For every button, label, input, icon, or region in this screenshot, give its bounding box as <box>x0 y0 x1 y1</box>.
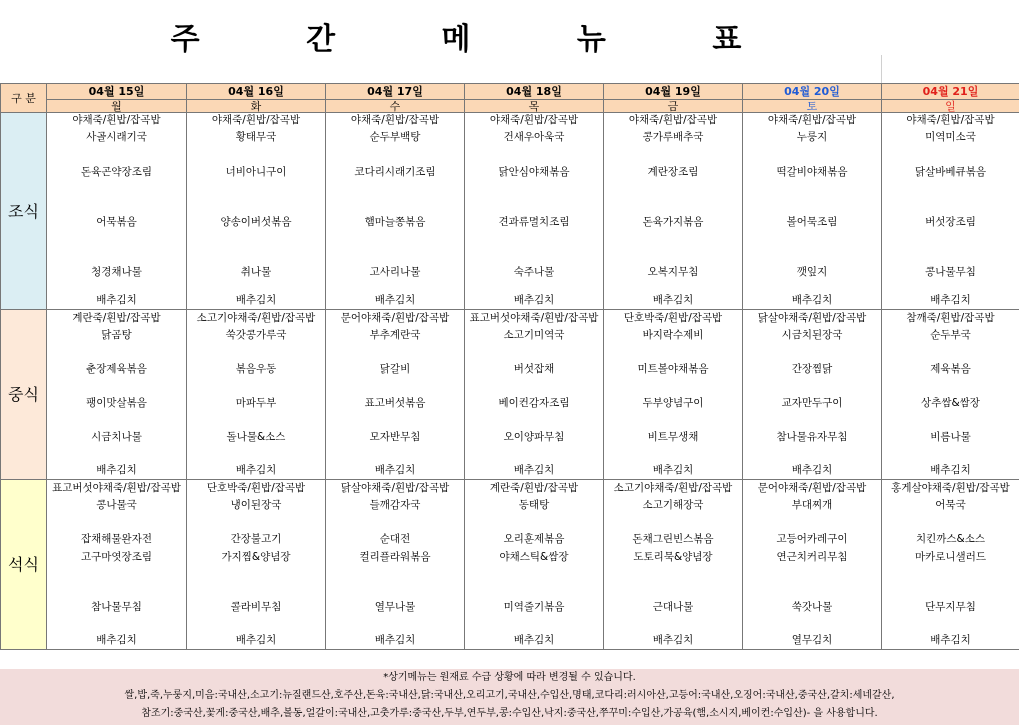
menu-cell: 돈육곤약장조림 <box>47 163 187 182</box>
menu-cell: 컬리플라워볶음 <box>326 549 465 567</box>
menu-cell: 부추계란국 <box>326 327 465 345</box>
menu-cell <box>882 515 1019 531</box>
menu-cell: 표고버섯볶음 <box>326 395 465 413</box>
menu-cell <box>743 182 882 198</box>
menu-cell <box>882 413 1019 429</box>
menu-cell: 계란죽/흰밥/잡곡밥 <box>47 310 187 327</box>
menu-cell: 가지찜&양념장 <box>187 549 326 567</box>
menu-cell <box>604 182 743 198</box>
menu-cell: 닭갈비 <box>326 361 465 379</box>
menu-cell <box>326 345 465 361</box>
menu-cell <box>465 345 604 361</box>
lunch-label: 중식 <box>1 310 47 480</box>
menu-cell: 배추김치 <box>465 633 604 650</box>
date-header-sunday: 04월 21일 <box>882 84 1019 100</box>
menu-cell <box>465 232 604 248</box>
menu-cell <box>882 147 1019 163</box>
menu-cell <box>882 248 1019 264</box>
menu-cell <box>465 282 604 293</box>
dinner-label: 석식 <box>1 480 47 650</box>
menu-cell: 배추김치 <box>465 293 604 310</box>
origin-line: 쌀,밥,죽,누룽지,미음:국내산,소고기:뉴질랜드산,호주산,돈육:국내산,닭:국내산,오리고기,국내산,수입산,명태,코다리:러시아산,고등어:국내산,오징어:국내산,중국산,갈치:세네갈산, <box>124 690 895 701</box>
menu-cell: 소고기야채죽/흰밥/잡곡밥 <box>187 310 326 327</box>
menu-cell <box>882 447 1019 463</box>
weekday-header: 수 <box>326 100 465 113</box>
menu-cell <box>326 232 465 248</box>
menu-cell: 햄마늘쫑볶음 <box>326 214 465 232</box>
menu-cell <box>187 147 326 163</box>
menu-cell <box>187 282 326 293</box>
menu-cell: 쑥갓콩가루국 <box>187 327 326 345</box>
menu-cell: 도토리묵&양념장 <box>604 549 743 567</box>
menu-cell <box>604 232 743 248</box>
menu-cell <box>882 232 1019 248</box>
menu-cell: 돈육가지볶음 <box>604 214 743 232</box>
menu-cell: 고구마엿장조림 <box>47 549 187 567</box>
menu-cell: 마카로니샐러드 <box>882 549 1019 567</box>
page-title: 주 간 메 뉴 표 <box>170 22 790 57</box>
menu-cell: 배추김치 <box>465 463 604 480</box>
menu-cell <box>604 282 743 293</box>
menu-cell: 소고기미역국 <box>465 327 604 345</box>
date-header: 04월 15일 <box>47 84 187 100</box>
menu-cell <box>743 282 882 293</box>
menu-cell: 야채죽/흰밥/잡곡밥 <box>465 113 604 128</box>
menu-cell: 콩나물국 <box>47 497 187 515</box>
menu-cell: 제육볶음 <box>882 361 1019 379</box>
menu-cell <box>743 147 882 163</box>
menu-cell: 동태탕 <box>465 497 604 515</box>
menu-cell <box>47 282 187 293</box>
menu-cell: 연근치커리무침 <box>743 549 882 567</box>
menu-cell <box>882 617 1019 633</box>
menu-cell <box>604 583 743 599</box>
menu-cell <box>187 182 326 198</box>
menu-cell: 단호박죽/흰밥/잡곡밥 <box>604 310 743 327</box>
menu-cell: 너비아니구이 <box>187 163 326 182</box>
menu-cell: 문어야채죽/흰밥/잡곡밥 <box>743 480 882 497</box>
date-header-saturday: 04월 20일 <box>743 84 882 100</box>
menu-cell <box>187 447 326 463</box>
menu-cell: 베이컨감자조림 <box>465 395 604 413</box>
footer-notice <box>0 669 1019 725</box>
menu-cell <box>465 617 604 633</box>
menu-cell: 소고기야채죽/흰밥/잡곡밥 <box>604 480 743 497</box>
menu-cell <box>47 198 187 214</box>
menu-cell: 버섯잡채 <box>465 361 604 379</box>
breakfast-label: 조식 <box>1 113 47 310</box>
menu-cell: 배추김치 <box>47 633 187 650</box>
weekday-header: 금 <box>604 100 743 113</box>
menu-cell: 단호박죽/흰밥/잡곡밥 <box>187 480 326 497</box>
menu-cell: 문어야채죽/흰밥/잡곡밥 <box>326 310 465 327</box>
menu-cell: 배추김치 <box>326 463 465 480</box>
menu-cell <box>604 248 743 264</box>
menu-cell <box>47 232 187 248</box>
menu-cell: 표고버섯야채죽/흰밥/잡곡밥 <box>465 310 604 327</box>
date-header: 04월 17일 <box>326 84 465 100</box>
menu-cell <box>604 147 743 163</box>
menu-cell: 배추김치 <box>743 463 882 480</box>
menu-cell: 열무김치 <box>743 633 882 650</box>
menu-cell: 청경채나물 <box>47 264 187 282</box>
menu-cell <box>187 248 326 264</box>
menu-cell: 참나물무침 <box>47 599 187 617</box>
menu-cell <box>326 515 465 531</box>
menu-cell <box>465 583 604 599</box>
menu-cell <box>465 182 604 198</box>
menu-cell <box>47 248 187 264</box>
category-header: 구 분 <box>1 84 47 113</box>
menu-cell: 야채죽/흰밥/잡곡밥 <box>882 113 1019 128</box>
menu-cell: 마파두부 <box>187 395 326 413</box>
menu-cell: 팽이맛살볶음 <box>47 395 187 413</box>
menu-cell <box>47 345 187 361</box>
menu-cell <box>465 379 604 395</box>
menu-cell <box>743 515 882 531</box>
menu-cell <box>326 182 465 198</box>
menu-cell: 배추김치 <box>47 293 187 310</box>
menu-cell <box>47 567 187 583</box>
menu-cell <box>47 515 187 531</box>
menu-cell <box>326 447 465 463</box>
menu-cell <box>326 379 465 395</box>
weekday-header: 월 <box>47 100 187 113</box>
menu-cell: 치킨까스&소스 <box>882 531 1019 549</box>
menu-cell <box>604 198 743 214</box>
menu-cell: 순두부국 <box>882 327 1019 345</box>
menu-cell: 콜라비무침 <box>187 599 326 617</box>
menu-cell <box>882 583 1019 599</box>
menu-cell: 배추김치 <box>604 463 743 480</box>
menu-cell <box>326 617 465 633</box>
menu-cell <box>882 182 1019 198</box>
menu-cell <box>326 567 465 583</box>
menu-cell: 누룽지 <box>743 128 882 147</box>
menu-cell <box>743 345 882 361</box>
menu-cell: 교자만두구이 <box>743 395 882 413</box>
date-header: 04월 19일 <box>604 84 743 100</box>
menu-cell <box>187 232 326 248</box>
menu-cell <box>882 567 1019 583</box>
menu-cell <box>326 147 465 163</box>
menu-cell: 어묵국 <box>882 497 1019 515</box>
menu-cell: 야채스틱&쌈장 <box>465 549 604 567</box>
menu-cell <box>743 248 882 264</box>
menu-cell: 돈채그린빈스볶음 <box>604 531 743 549</box>
menu-cell <box>47 447 187 463</box>
menu-cell <box>604 379 743 395</box>
menu-cell <box>326 282 465 293</box>
menu-cell <box>882 282 1019 293</box>
menu-cell: 버섯장조림 <box>882 214 1019 232</box>
menu-cell: 고등어카레구이 <box>743 531 882 549</box>
menu-cell: 견과류멸치조림 <box>465 214 604 232</box>
menu-cell: 어묵볶음 <box>47 214 187 232</box>
menu-cell: 오리훈제볶음 <box>465 531 604 549</box>
menu-cell: 콩나물무침 <box>882 264 1019 282</box>
menu-cell: 비트무생채 <box>604 429 743 447</box>
menu-cell <box>604 413 743 429</box>
menu-cell: 순두부백탕 <box>326 128 465 147</box>
menu-cell <box>187 567 326 583</box>
menu-cell <box>743 379 882 395</box>
menu-cell <box>47 413 187 429</box>
divider <box>881 55 882 83</box>
menu-cell <box>743 447 882 463</box>
menu-cell <box>47 379 187 395</box>
weekday-header: 목 <box>465 100 604 113</box>
menu-cell: 미역미소국 <box>882 128 1019 147</box>
menu-cell: 계란장조림 <box>604 163 743 182</box>
menu-cell <box>47 147 187 163</box>
menu-cell: 오이양파무침 <box>465 429 604 447</box>
menu-cell <box>465 447 604 463</box>
menu-cell: 닭안심야채볶음 <box>465 163 604 182</box>
menu-cell: 깻잎지 <box>743 264 882 282</box>
menu-cell <box>465 198 604 214</box>
menu-cell <box>47 182 187 198</box>
menu-cell: 잡채해물완자전 <box>47 531 187 549</box>
menu-cell: 고사리나물 <box>326 264 465 282</box>
menu-cell: 배추김치 <box>326 633 465 650</box>
menu-cell: 볶음우동 <box>187 361 326 379</box>
menu-cell: 닭곰탕 <box>47 327 187 345</box>
menu-cell: 돌나물&소스 <box>187 429 326 447</box>
menu-cell <box>187 583 326 599</box>
menu-cell <box>604 515 743 531</box>
menu-cell: 단무지무침 <box>882 599 1019 617</box>
menu-cell <box>604 617 743 633</box>
menu-cell <box>187 413 326 429</box>
menu-cell <box>187 379 326 395</box>
menu-cell: 배추김치 <box>604 293 743 310</box>
menu-cell: 근대나물 <box>604 599 743 617</box>
weekday-header-sunday: 일 <box>882 100 1019 113</box>
menu-cell <box>882 345 1019 361</box>
menu-cell <box>187 198 326 214</box>
menu-cell: 배추김치 <box>604 633 743 650</box>
menu-cell: 순대전 <box>326 531 465 549</box>
menu-cell: 닭살바베큐볶음 <box>882 163 1019 182</box>
menu-cell <box>882 198 1019 214</box>
menu-cell: 들깨감자국 <box>326 497 465 515</box>
menu-cell: 계란죽/흰밥/잡곡밥 <box>465 480 604 497</box>
menu-cell: 배추김치 <box>882 463 1019 480</box>
menu-cell <box>47 583 187 599</box>
menu-cell: 배추김치 <box>326 293 465 310</box>
date-header: 04월 18일 <box>465 84 604 100</box>
menu-cell: 배추김치 <box>743 293 882 310</box>
menu-cell <box>882 379 1019 395</box>
menu-cell: 소고기해장국 <box>604 497 743 515</box>
menu-cell: 배추김치 <box>882 293 1019 310</box>
menu-cell: 야채죽/흰밥/잡곡밥 <box>326 113 465 128</box>
menu-cell: 홍게살야채죽/흰밥/잡곡밥 <box>882 480 1019 497</box>
menu-cell: 냉이된장국 <box>187 497 326 515</box>
menu-cell: 야채죽/흰밥/잡곡밥 <box>604 113 743 128</box>
menu-cell: 미트볼야채볶음 <box>604 361 743 379</box>
menu-cell <box>465 413 604 429</box>
menu-cell <box>743 198 882 214</box>
menu-cell: 표고버섯야채죽/흰밥/잡곡밥 <box>47 480 187 497</box>
notice-line: *상기메뉴는 원재료 수급 상황에 따라 변경될 수 있습니다. <box>383 672 636 683</box>
menu-cell <box>326 198 465 214</box>
weekday-header: 화 <box>187 100 326 113</box>
menu-cell: 콩가루배추국 <box>604 128 743 147</box>
menu-cell: 배추김치 <box>187 293 326 310</box>
menu-cell: 바지락수제비 <box>604 327 743 345</box>
menu-cell <box>743 232 882 248</box>
menu-cell <box>187 617 326 633</box>
menu-cell: 모자반무침 <box>326 429 465 447</box>
menu-cell: 시금치된장국 <box>743 327 882 345</box>
menu-cell: 황태무국 <box>187 128 326 147</box>
menu-cell: 닭살야채죽/흰밥/잡곡밥 <box>326 480 465 497</box>
menu-cell: 상추쌈&쌈장 <box>882 395 1019 413</box>
menu-cell: 비름나물 <box>882 429 1019 447</box>
menu-cell: 부대찌개 <box>743 497 882 515</box>
menu-cell: 떡갈비야채볶음 <box>743 163 882 182</box>
menu-cell: 야채죽/흰밥/잡곡밥 <box>47 113 187 128</box>
menu-cell <box>187 345 326 361</box>
menu-cell: 춘장제육볶음 <box>47 361 187 379</box>
menu-cell: 간장불고기 <box>187 531 326 549</box>
menu-cell <box>465 248 604 264</box>
menu-cell <box>465 567 604 583</box>
date-header: 04월 16일 <box>187 84 326 100</box>
menu-cell: 참나물유자무침 <box>743 429 882 447</box>
menu-cell: 건새우아욱국 <box>465 128 604 147</box>
menu-cell <box>465 515 604 531</box>
menu-cell: 배추김치 <box>187 463 326 480</box>
menu-cell: 야채죽/흰밥/잡곡밥 <box>743 113 882 128</box>
menu-cell: 닭살야채죽/흰밥/잡곡밥 <box>743 310 882 327</box>
menu-cell <box>187 515 326 531</box>
menu-cell <box>326 413 465 429</box>
menu-cell <box>47 617 187 633</box>
weekly-menu-table <box>0 83 1019 650</box>
menu-cell <box>326 583 465 599</box>
menu-cell <box>743 567 882 583</box>
menu-cell <box>743 617 882 633</box>
menu-cell <box>604 447 743 463</box>
origin-line: 참조기:중국산,꽃게:중국산,배추,볼동,얼갈이:국내산,고춧가루:중국산,두부,연두부,콩:수입산,낙지:중국산,쭈꾸미:수입산,가공육(햄,소시지,베이컨:수입산)- 을 사용합니다. <box>141 708 878 719</box>
menu-cell: 야채죽/흰밥/잡곡밥 <box>187 113 326 128</box>
menu-cell: 볼어묵조림 <box>743 214 882 232</box>
menu-cell: 쑥갓나물 <box>743 599 882 617</box>
menu-cell <box>604 345 743 361</box>
menu-cell: 사골시래기국 <box>47 128 187 147</box>
menu-cell: 열무나물 <box>326 599 465 617</box>
menu-cell: 오복지무침 <box>604 264 743 282</box>
menu-cell: 간장찜닭 <box>743 361 882 379</box>
menu-cell: 미역줄기볶음 <box>465 599 604 617</box>
menu-cell: 숙주나물 <box>465 264 604 282</box>
menu-cell <box>465 147 604 163</box>
menu-cell <box>743 413 882 429</box>
menu-cell: 참깨죽/흰밥/잡곡밥 <box>882 310 1019 327</box>
menu-cell <box>743 583 882 599</box>
menu-cell <box>326 248 465 264</box>
menu-cell <box>604 567 743 583</box>
weekday-header-saturday: 토 <box>743 100 882 113</box>
menu-cell: 취나물 <box>187 264 326 282</box>
menu-cell: 시금치나물 <box>47 429 187 447</box>
menu-cell: 양송이버섯볶음 <box>187 214 326 232</box>
menu-cell: 배추김치 <box>47 463 187 480</box>
menu-cell: 배추김치 <box>882 633 1019 650</box>
menu-cell: 두부양념구이 <box>604 395 743 413</box>
menu-cell: 코다리시래기조림 <box>326 163 465 182</box>
menu-cell: 배추김치 <box>187 633 326 650</box>
